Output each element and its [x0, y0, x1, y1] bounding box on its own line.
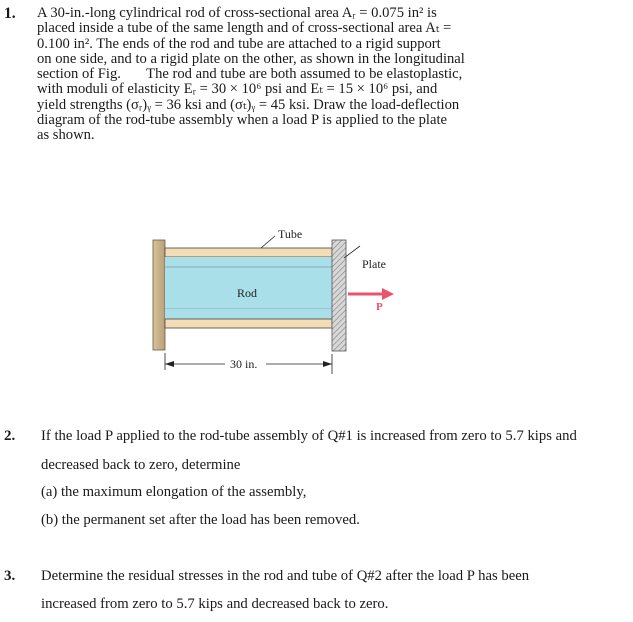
q2-line: If the load P applied to the rod-tube assembly of Q#1 is increased from zero to 5.7 kips and [41, 428, 577, 444]
question-2-number: 2. [4, 428, 16, 444]
q2-line: decreased back to zero, determine [41, 457, 241, 473]
q1-line: on one side, and to a rigid plate on the other, as shown in the longitudinal [37, 50, 465, 67]
load-label: P [376, 301, 383, 313]
question-3-number: 3. [4, 568, 16, 584]
tube-top-wall [165, 248, 332, 257]
q3-line: increased from zero to 5.7 kips and decreased back to zero. [41, 596, 389, 612]
q1-line: section of Fig. The rod and tube are both assumed to be elastoplastic, [37, 66, 463, 83]
rod-gap-bottom [165, 309, 332, 319]
load-arrowhead [382, 288, 394, 300]
question-1-text [37, 6, 524, 144]
rod-tube-figure [150, 228, 410, 378]
q1-line: diagram of the rod-tube assembly when a load P is applied to the plate [37, 112, 448, 129]
q3-line: Determine the residual stresses in the rod and tube of Q#2 after the load P has been [41, 568, 530, 584]
plate-label: Plate [362, 257, 386, 271]
q1-line: A 30-in.-long cylindrical rod of cross-sectional area Aᵣ = 0.075 in² is [37, 5, 437, 21]
q2-part-b: (b) the permanent set after the load has been removed. [41, 512, 360, 528]
q1-line: yield strengths (σᵣ)ᵧ = 36 ksi and (σₜ)ᵧ = 45 ksi. Draw the load-deflection [37, 96, 460, 113]
q1-line: 0.100 in². The ends of the rod and tube are attached to a rigid support [37, 35, 441, 52]
rigid-support [153, 240, 165, 350]
q2-part-a: (a) the maximum elongation of the assembly, [41, 484, 307, 500]
rod-label: Rod [237, 286, 258, 300]
tube-label: Tube [278, 228, 303, 241]
rod-gap-top [165, 257, 332, 267]
question-1-number: 1. [4, 5, 16, 22]
rigid-plate [332, 240, 346, 351]
tube-leader [261, 236, 275, 248]
q1-line: with moduli of elasticity Eᵣ = 30 × 10⁶ psi and Eₜ = 15 × 10⁶ psi, and [37, 81, 438, 98]
length-label: 30 in. [230, 357, 258, 371]
q1-line: as shown. [37, 127, 95, 144]
q1-line: placed inside a tube of the same length and of cross-sectional area Aₜ = [37, 20, 452, 37]
tube-bottom-wall [165, 319, 332, 328]
